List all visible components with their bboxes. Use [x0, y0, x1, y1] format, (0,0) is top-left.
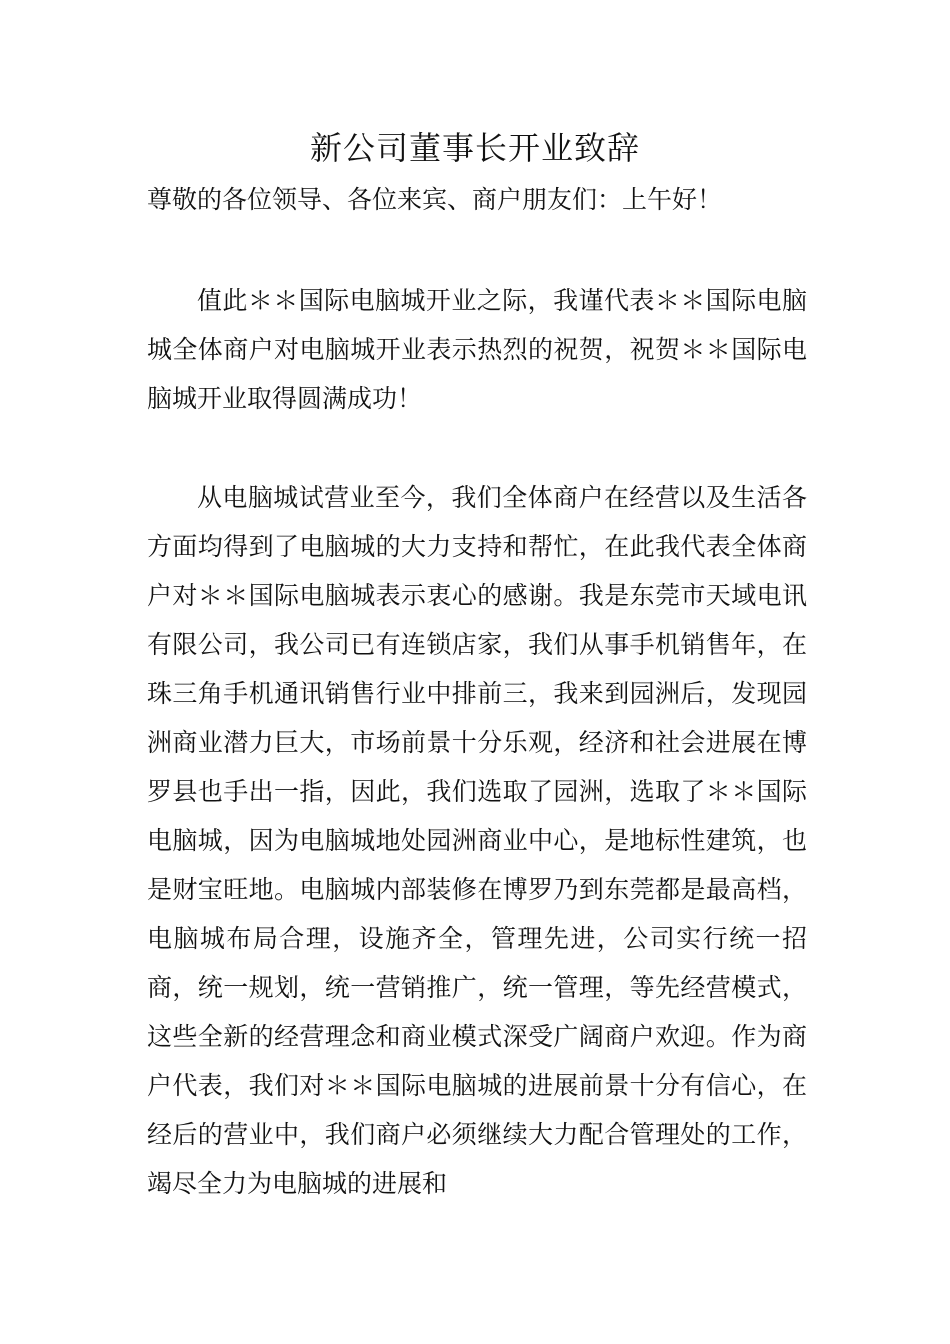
salutation-line: 尊敬的各位领导、各位来宾、商户朋友们：上午好！ — [147, 185, 723, 214]
document-title: 新公司董事长开业致辞 — [309, 129, 640, 167]
paragraph-merchant-statement: 从电脑城试营业至今，我们全体商户在经营以及生活各方面均得到了电脑城的大力支持和帮忙，在此我代表全体商户对＊＊国际电脑城表示衷心的感谢。我是东莞市天域电讯有限公司，我公司已有连锁店家，我们从事手机销售年，在珠三角手机通讯销售行业中排前三，我来到园洲后，发现园洲商业潜力巨大，市场前景十分乐观，经济和社会进展在博罗县也手出一指，因此，我们选取了园洲，选取了＊＊国际电脑城，因为电脑城地处园洲商业中心，是地标性建筑，也是财宝旺地。电脑城内部装修在博罗乃到东莞都是最高档，电脑城布局合理，设施齐全，管理先进，公司实行统一招商，统一规划，统一营销推广，统一管理，等先经营模式，这些全新的经营理念和商业模式深受广阔商户欢迎。作为商户代表，我们对＊＊国际电脑城的进展前景十分有信心，在经后的营业中，我们商户必须继续大力配合管理处的工作，竭尽全力为电脑城的进展和 — [147, 483, 807, 1198]
paragraph-congratulations: 值此＊＊国际电脑城开业之际，我谨代表＊＊国际电脑城全体商户对电脑城开业表示热烈的祝贺，祝贺＊＊国际电脑城开业取得圆满成功！ — [147, 286, 807, 413]
